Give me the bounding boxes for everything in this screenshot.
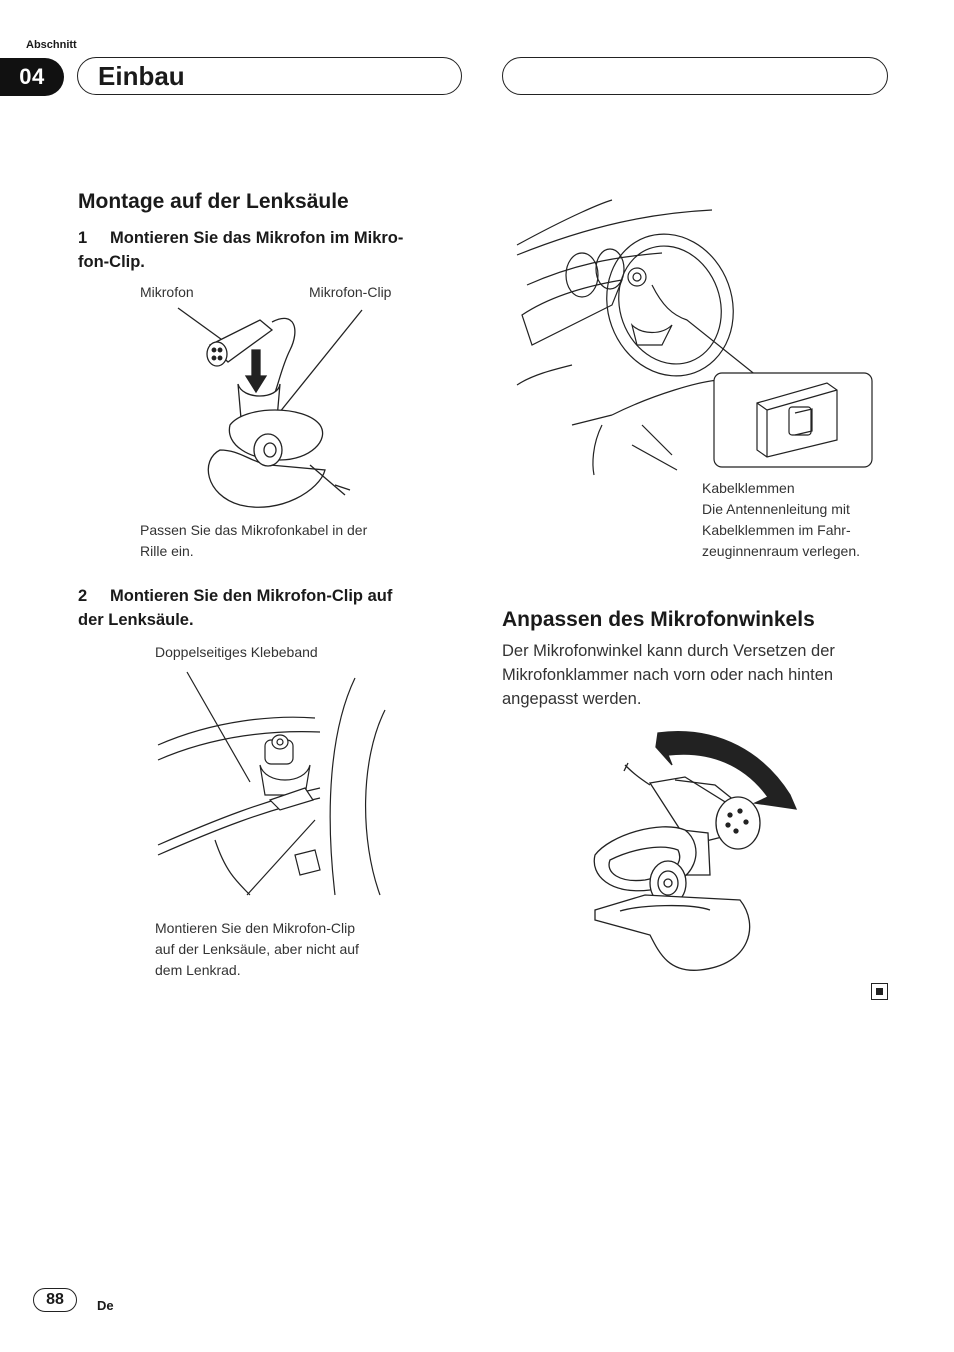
figure-2-caption [155,918,359,981]
section-heading-steering-column: Montage auf der Lenksäule [78,190,349,213]
figure-2-caption-line1: Montieren Sie den Mikrofon-Clip [155,920,355,936]
end-of-section-marker [871,983,888,1000]
chapter-number-badge: 04 [0,58,64,96]
figure-3-caption-line3: Kabelklemmen im Fahr- [702,522,851,538]
figure-3-caption-line4: zeuginnenraum verlegen. [702,543,860,559]
step-2-text-line1: Montieren Sie den Mikrofon-Clip auf [110,587,393,605]
label-microphone: Mikrofon [140,284,194,300]
chapter-title: Einbau [98,61,185,91]
figure-1-caption [140,520,367,562]
step-1-text-line2: fon-Clip. [78,253,145,271]
figure-3-caption-line2: Die Antennenleitung mit [702,501,850,517]
section-heading-mic-angle: Anpassen des Mikrofonwinkels [502,608,815,631]
label-microphone-clip: Mikrofon-Clip [309,284,392,300]
figure-3-caption [702,478,860,562]
step-1-number: 1 [78,229,88,247]
section-label: Abschnitt [26,39,77,51]
language-code: De [97,1298,114,1313]
step-1-instruction [78,226,458,274]
steering-column-illustration [155,670,390,900]
mic-angle-adjustment-illustration [590,725,800,975]
figure-1-caption-line2: Rille ein. [140,543,194,559]
figure-1-caption-line1: Passen Sie das Mikrofonkabel in der [140,522,368,538]
mic-angle-body-line2: Mikrofonklammer nach vorn oder nach hinten [502,666,834,684]
step-2-instruction [78,584,458,632]
mic-angle-body-line3: angepasst werden. [502,690,642,708]
microphone-clip-illustration [150,300,370,520]
dashboard-cable-clamp-illustration [512,195,877,475]
mic-angle-body-line1: Der Mikrofonwinkel kann durch Versetzen der [502,642,835,660]
step-2-text-line2: der Lenksäule. [78,611,194,629]
mic-angle-body-text [502,639,835,711]
label-double-sided-tape: Doppelseitiges Klebeband [155,644,318,660]
figure-2-caption-line2: auf der Lenksäule, aber nicht auf [155,941,359,957]
step-2-number: 2 [78,587,88,605]
figure-2-caption-line3: dem Lenkrad. [155,962,241,978]
page-number: 88 [33,1288,77,1312]
step-1-text-line1: Montieren Sie das Mikrofon im Mikro- [110,229,404,247]
figure-3-caption-line1: Kabelklemmen [702,480,795,496]
header-empty-frame [502,57,888,95]
